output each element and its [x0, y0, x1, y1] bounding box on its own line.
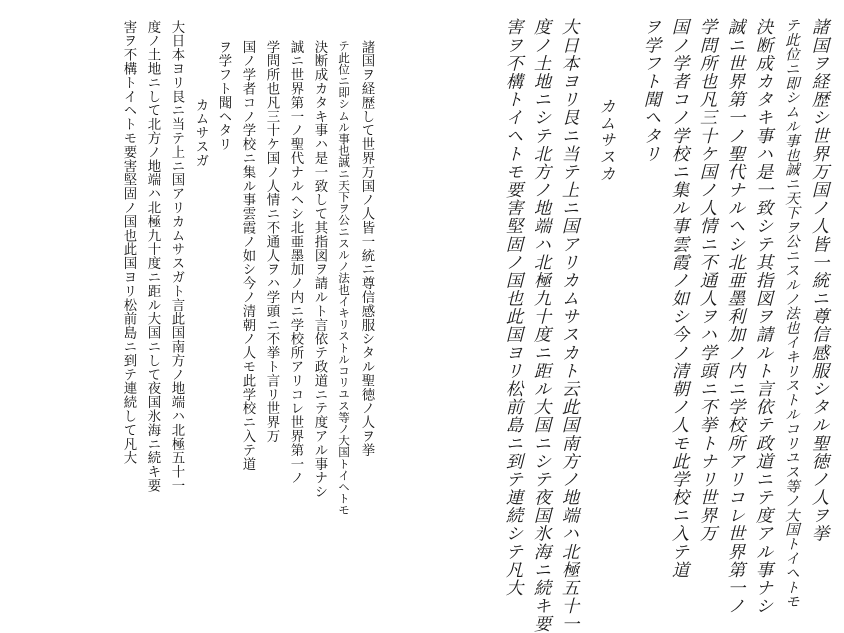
printed-line: 国ノ学者コノ学校ニ集ル事雲霞ノ如シ今ノ清朝ノ人モ此学校ニ入テ道 — [240, 40, 255, 471]
handwritten-line: 決断成カタキ事ハ是一致シテ其指図ヲ請ルト言依テ政道ニテ度アル事ナシ — [752, 18, 772, 615]
handwritten-line: 誠ニ世界第一ノ聖代ナルヘシ北亜墨利加ノ内ニ学校所アリコレ世界第一ノ — [724, 18, 744, 615]
handwritten-line: 国ノ学者コノ学校ニ集ル事雲霞ノ如シ今ノ清朝ノ人モ此学校ニ入テ道 — [668, 18, 688, 579]
printed-line: 学問所也凡三十ケ国ノ人情ニ不通人ヲハ学頭ニ不挙ト言リ世界万 — [264, 40, 279, 444]
handwritten-line: ヲ学フト聞ヘタリ — [640, 18, 660, 163]
printed-transcription — [0, 0, 400, 616]
printed-section-heading: カムサスガ — [193, 98, 208, 168]
handwritten-line: 学問所也凡三十ケ国ノ人情ニ不通人ヲハ学頭ニ不挙トナリ世界万 — [696, 18, 716, 543]
handwritten-manuscript — [410, 0, 844, 633]
printed-line: テ此位ニ即シムル事也誠ニ天下ヲ公ニスルノ法也イキリストルコリユス等ノ大国トイヘトモ — [337, 40, 351, 516]
handwritten-line: 害ヲ不構トイヘトモ要害堅固ノ国也此国ヨリ松前島ニ到テ連続シテ凡大 — [502, 18, 522, 597]
printed-line: 度ノ土地ニして北方ノ地端ハ北極九十度ニ距ル大国ニして夜国氷海ニ続キ要 — [145, 20, 160, 493]
handwritten-line: 諸国ヲ経歴シ世界万国ノ人皆一統ニ尊信感服シタル聖徳ノ人ヲ挙 — [808, 18, 828, 543]
printed-line: 大日本ヨリ艮ニ当テ上ニ国アリカムサスガト言此国南方ノ地端ハ北極五十一 — [169, 20, 184, 493]
printed-line: 決断成カタキ事ハ是一致して其指図ヲ請ルト言依テ政道ニテ度アル事ナシ — [312, 40, 327, 499]
printed-line: 誠ニ世界第一ノ聖代ナルヘシ北亜墨加ノ内ニ学校所アリコレ世界第一ノ — [288, 40, 303, 485]
handwritten-line: 度ノ土地ニシテ北方ノ地端ハ北極九十度ニ距ル大国ニシテ夜国氷海ニ続キ要 — [530, 18, 550, 633]
printed-line: 諸国ヲ経歴して世界万国ノ人皆一統ニ尊信感服シタル聖徳ノ人ヲ挙 — [359, 40, 374, 457]
handwritten-line: 大日本ヨリ艮ニ当テ上ニ国アリカムサスカト云此国南方ノ地端ハ北極五十一 — [558, 18, 578, 633]
printed-line: 害ヲ不構トイヘトモ要害堅固ノ国也此国ヨリ松前島ニ到テ連続して凡大 — [121, 20, 136, 465]
printed-line: ヲ学フト聞ヘタリ — [216, 40, 231, 152]
handwritten-line: テ此位ニ即シムル事也誠ニ天下ヲ公ニスルノ法也イキリストルコリユス等ノ大国トイヘトモ — [783, 18, 799, 609]
handwritten-section-heading: カムサスカ — [597, 98, 616, 182]
